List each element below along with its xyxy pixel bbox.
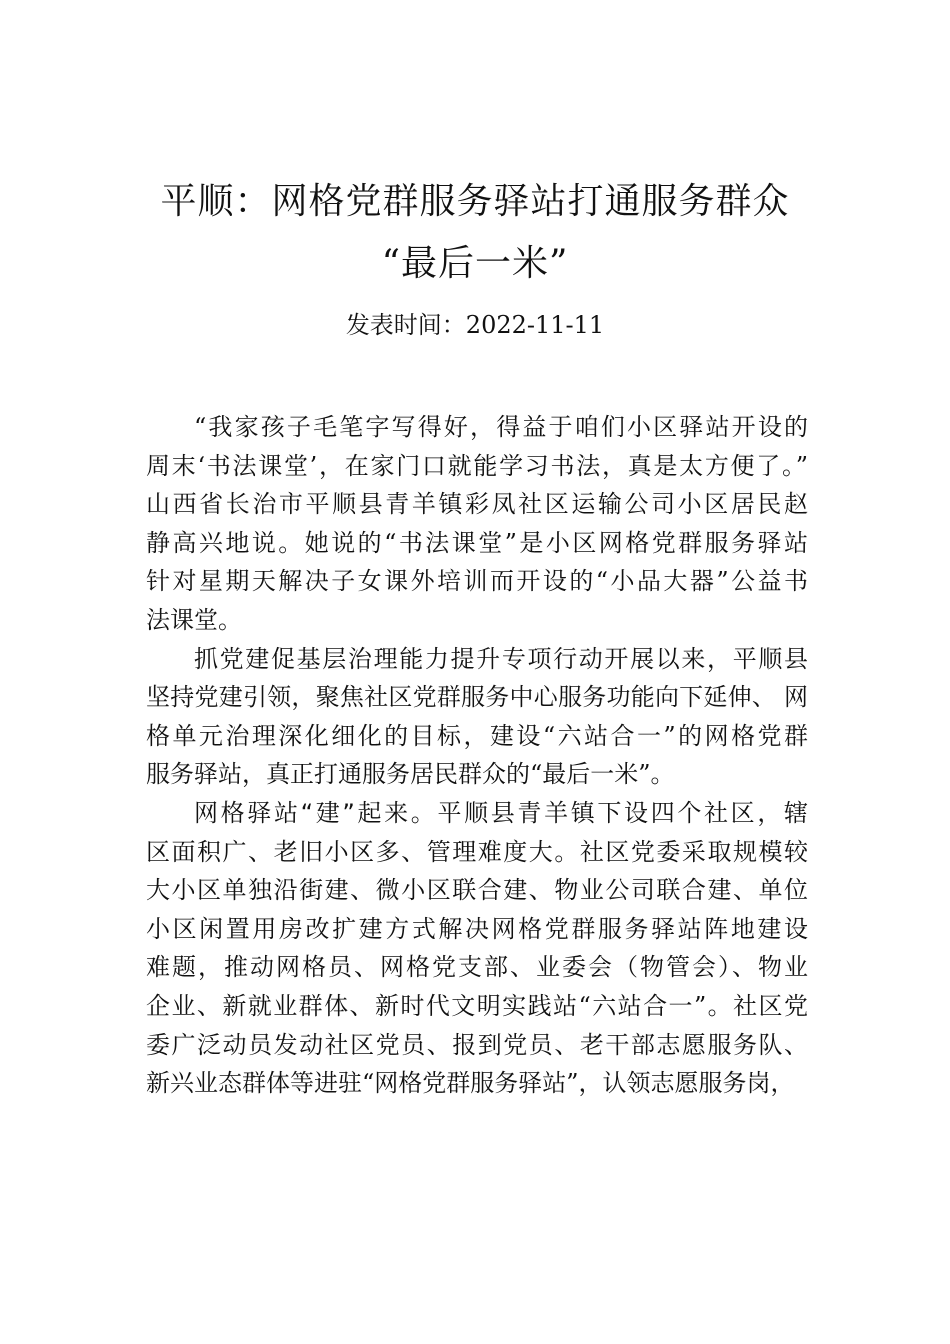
paragraph-line: 区面积广、老旧小区多、管理难度大。社区党委采取规模较 bbox=[146, 837, 808, 866]
paragraph-line: 坚持党建引领，聚焦社区党群服务中心服务功能向下延伸、 网 bbox=[146, 683, 808, 712]
publish-date: 发表时间：2022-11-11 bbox=[345, 311, 605, 339]
paragraph-line: 新兴业态群体等进驻“网格党群服务驿站”，认领志愿服务岗， bbox=[146, 1069, 795, 1098]
paragraph-line: 格单元治理深化细化的目标，建设“六站合一”的网格党群 bbox=[146, 721, 808, 750]
article-title-line-1: 平顺：网格党群服务驿站打通服务群众 bbox=[160, 181, 790, 222]
paragraph-line: 山西省长治市平顺县青羊镇彩凤社区运输公司小区居民赵 bbox=[146, 490, 808, 519]
article-body bbox=[146, 408, 808, 1103]
paragraph-line: 服务驿站，真正打通服务居民群众的“最后一米”。 bbox=[146, 760, 675, 789]
paragraph-1 bbox=[146, 408, 808, 640]
article-title-line-2: “最后一米” bbox=[381, 243, 569, 284]
section-lead-heading: 网格驿站“建”起来。 bbox=[194, 798, 438, 827]
paragraph-line: 大小区单独沿街建、微小区联合建、物业公司联合建、单位 bbox=[146, 876, 808, 905]
paragraph-line: 抓党建促基层治理能力提升专项行动开展以来，平顺县 bbox=[194, 644, 808, 673]
paragraph-line: 难题，推动网格员、网格党支部、业委会（物管会）、物业 bbox=[146, 953, 808, 982]
paragraph-line-text: 平顺县青羊镇下设四个社区，辖 bbox=[437, 798, 808, 827]
paragraph-line: 周末‘书法课堂’，在家门口就能学习书法，真是太方便了。” bbox=[146, 451, 808, 480]
paragraph-line: 企业、新就业群体、新时代文明实践站“六站合一”。社区党 bbox=[146, 991, 808, 1020]
paragraph-3 bbox=[146, 794, 808, 1103]
paragraph-line: 静高兴地说。她说的“书法课堂”是小区网格党群服务驿站 bbox=[146, 528, 808, 557]
paragraph-line bbox=[146, 794, 808, 833]
paragraph-line: 委广泛动员发动社区党员、报到党员、老干部志愿服务队、 bbox=[146, 1030, 808, 1059]
paragraph-2 bbox=[146, 640, 808, 794]
paragraph-line: 针对星期天解决子女课外培训而开设的“小品大器”公益书 bbox=[146, 567, 808, 596]
paragraph-line: “我家孩子毛笔字写得好，得益于咱们小区驿站开设的 bbox=[194, 413, 808, 441]
paragraph-line: 法课堂。 bbox=[146, 605, 242, 634]
paragraph-line: 小区闲置用房改扩建方式解决网格党群服务驿站阵地建设 bbox=[146, 914, 808, 943]
